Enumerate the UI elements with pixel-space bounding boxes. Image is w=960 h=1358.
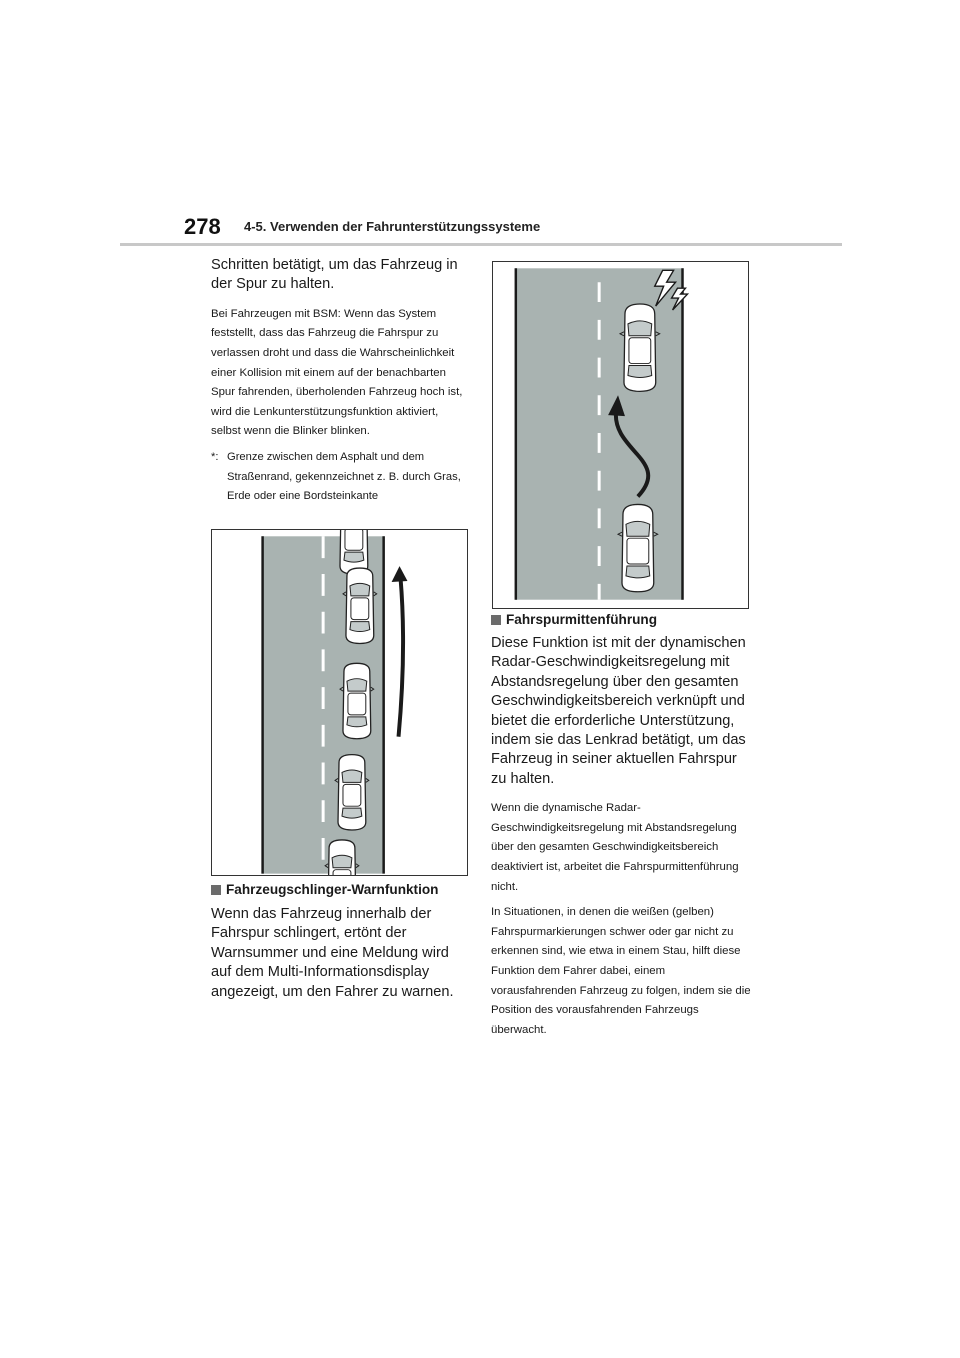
center-guidance-heading bbox=[491, 612, 751, 627]
intro-paragraph: Schritten betätigt, um das Fahrzeug in der Spur zu halten. bbox=[211, 257, 458, 293]
arrow-head-icon bbox=[392, 566, 408, 582]
figure-swerve-warning bbox=[492, 261, 749, 609]
page-number: 278 bbox=[184, 214, 221, 239]
section-title: 4-5. Verwenden der Fahrunterstützungssysteme bbox=[244, 219, 541, 234]
swerve-heading-text: Fahrzeugschlinger-Warnfunktion bbox=[226, 882, 439, 897]
car-swerved bbox=[620, 304, 660, 391]
center-note-1: Wenn die dynamische Radar-Geschwindigkeitsregelung mit Abstandsregelung über den gesamten Geschwindigkeitsbereich deaktiviert ist, arbeitet die Fahrspurmittenführung nicht. bbox=[491, 802, 739, 893]
bsm-paragraph: Bei Fahrzeugen mit BSM: Wenn das System feststellt, dass das Fahrzeug die Fahrspur zu verlassen droht und dass die Wahrscheinlichkeit einer Kollision mit einem auf der benachbarten Spur fahrenden, überholenden Fahrzeug hoch ist, wird die Lenkunterstützungsfunktion aktiviert, selbst wenn die Blinker blinken. bbox=[211, 307, 463, 438]
swerve-warning-illustration bbox=[493, 262, 748, 608]
swerve-heading bbox=[211, 882, 471, 897]
square-icon bbox=[211, 885, 221, 895]
header-divider bbox=[120, 243, 842, 246]
center-note-2: In Situationen, in denen die weißen (gelben) Fahrspurmarkierungen schwer oder gar nicht zu erkennen sind, wie etwa in einem Stau, hilft diese Funktion dem Fahrer dabei, einem vorausfahrenden Fahrzeug zu folgen, indem sie die Position des vorausfahrenden Fahrzeugs überwacht. bbox=[491, 906, 751, 1036]
figure-lane-following bbox=[211, 529, 468, 876]
car-2 bbox=[343, 568, 377, 643]
path-arrow-line bbox=[399, 578, 404, 737]
swerve-paragraph: Wenn das Fahrzeug innerhalb der Fahrspur schlingert, ertönt der Warnsummer und eine Meldung wird auf dem Multi-Informationsdisplay angezeigt, um den Fahrer zu warnen. bbox=[211, 906, 454, 1000]
center-paragraph: Diese Funktion ist mit der dynamischen Radar-Geschwindigkeitsregelung mit Abstandsregelung über den gesamten Geschwindigkeitsbereich verknüpft und bietet die erforderliche Unterstützung, indem sie das Lenkrad betätigt, um das Fahrzeug in seiner aktuellen Fahrspur zu halten. bbox=[491, 635, 746, 787]
car-own bbox=[325, 840, 359, 875]
swerve-warning-heading-block bbox=[211, 882, 471, 904]
footnote-mark: *: bbox=[211, 450, 219, 463]
center-heading-text: Fahrspurmittenführung bbox=[506, 612, 658, 627]
car-3 bbox=[340, 663, 374, 738]
car-ahead bbox=[337, 530, 371, 574]
lane-following-illustration bbox=[212, 530, 467, 875]
car-4 bbox=[335, 755, 369, 830]
footnote-text: Grenze zwischen dem Asphalt und dem Straßenrand, gekennzeichnet z. B. durch Gras, Erde oder eine Bordsteinkante bbox=[227, 450, 461, 503]
car-start bbox=[618, 504, 658, 591]
left-column bbox=[211, 256, 469, 513]
square-icon bbox=[491, 615, 501, 625]
right-column bbox=[491, 612, 751, 1046]
footnote bbox=[211, 448, 469, 507]
